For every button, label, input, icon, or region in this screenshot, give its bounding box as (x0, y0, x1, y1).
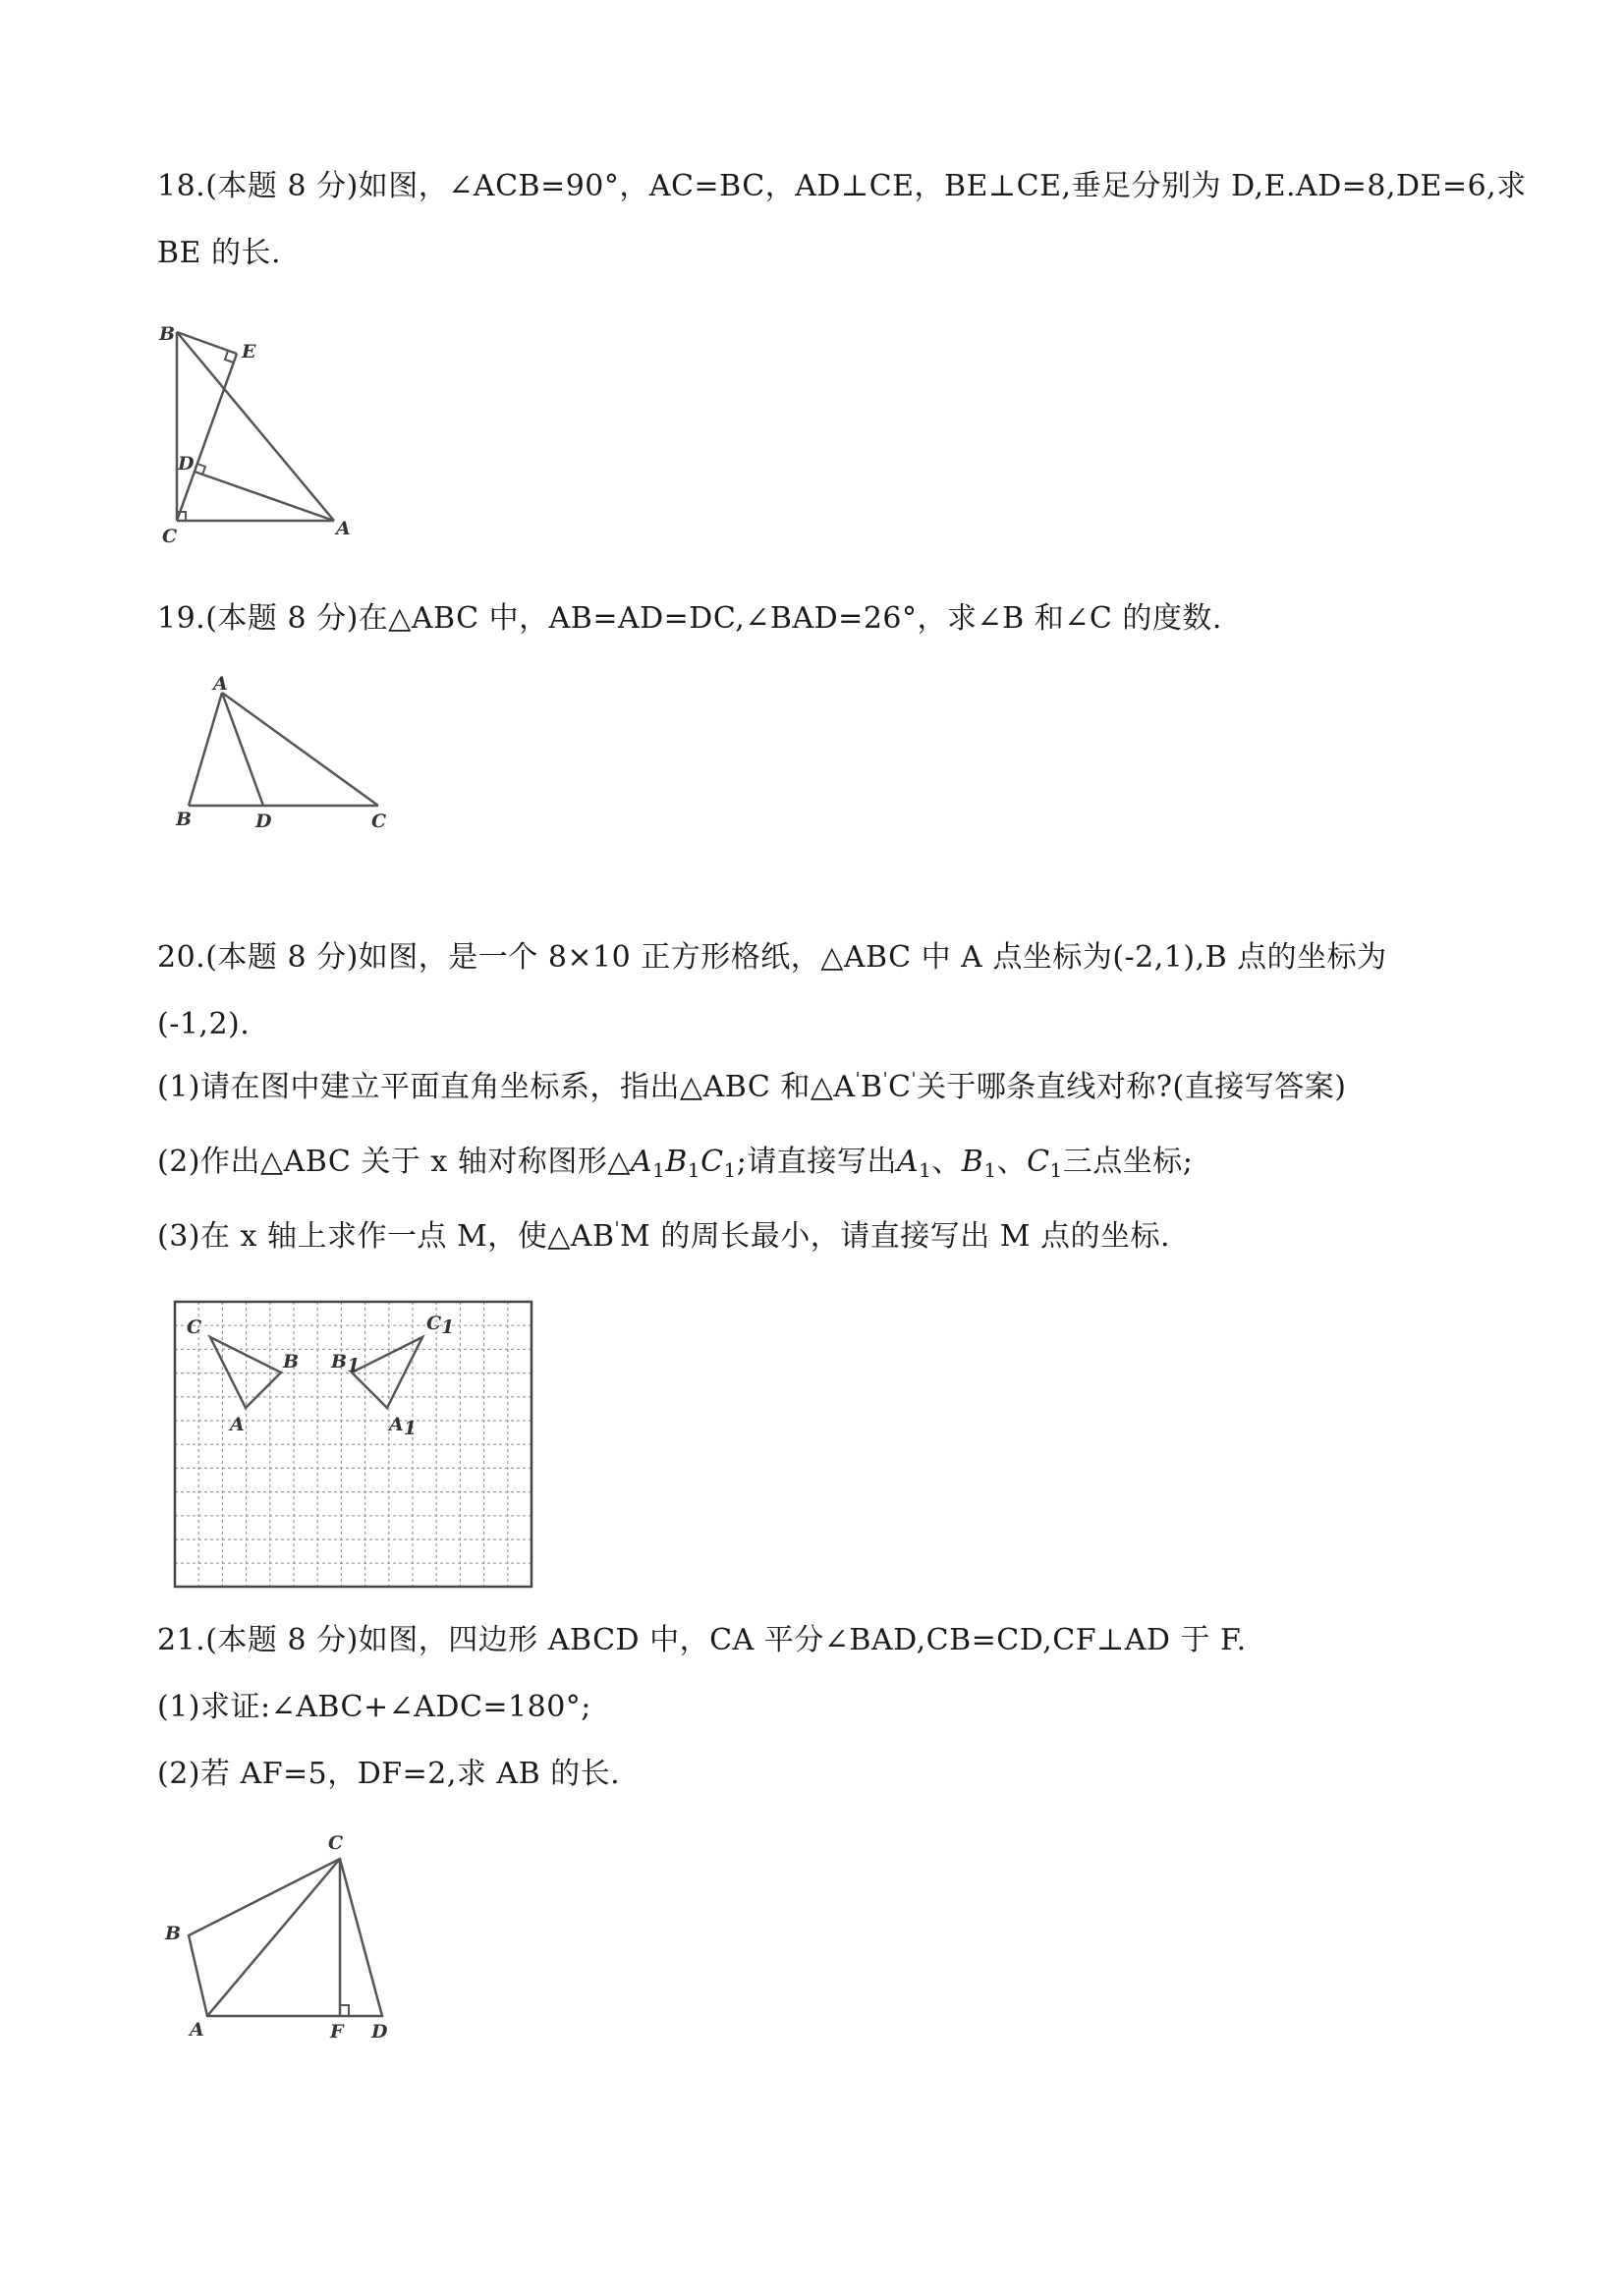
q19-segment-ad (222, 693, 263, 806)
q20-part3-text-b: M 的周长最小，请直接写出 M 点的坐标. (619, 1219, 1171, 1254)
q21-text-line1: 21.(本题 8 分)如图，四边形 ABCD 中，CA 平分∠BAD,CB=CD,CF⊥AD 于 F. (157, 1623, 1247, 1657)
q20-part2-text-c: 、 (931, 1145, 962, 1179)
q20-label-b1-sub: 1 (347, 1355, 361, 1376)
q20-label-c1-sub: 1 (441, 1316, 455, 1338)
q20-part2-c1-sub: 1 (723, 1158, 737, 1182)
q21-label-a: A (190, 2019, 204, 2041)
q20-label-a: A (230, 1414, 245, 1435)
q20-label-b1-letter: B (331, 1351, 348, 1372)
q20-prime-c: ' (911, 1069, 917, 1090)
q20-part2-a1-list-sub: 1 (919, 1158, 932, 1182)
q20-label-b: B (283, 1351, 300, 1372)
q20-part2-c1-list-sub: 1 (1049, 1158, 1063, 1182)
q20-part2 (157, 1143, 1193, 1182)
q18-text-line1: 18.(本题 8 分)如图，∠ACB=90°，AC=BC，AD⊥CE，BE⊥CE,垂足分别为 D,E.AD=8,DE=6,求 (157, 169, 1527, 203)
q20-part2-a1-sub: 1 (652, 1158, 666, 1182)
q20-part1-text-a: (1)请在图中建立平面直角坐标系，指出△ABC 和△A (157, 1070, 856, 1104)
q20-grid-figure (167, 1292, 540, 1596)
q21-label-d: D (371, 2021, 388, 2043)
q21-label-b: B (165, 1923, 182, 1944)
q19-segment-ac (222, 693, 378, 806)
q20-part2-b1-list: B (961, 1145, 984, 1179)
q18-label-b: B (159, 323, 176, 345)
q21-right-angle-f (340, 2005, 349, 2016)
q20-label-c1-letter: C (426, 1313, 442, 1334)
q21-label-f: F (330, 2021, 344, 2043)
q20-text-line2: (-1,2). (157, 1007, 251, 1041)
q19-text-line1: 19.(本题 8 分)在△ABC 中，AB=AD=DC,∠BAD=26°，求∠B 和∠C 的度数. (157, 601, 1222, 636)
q19-label-a: A (213, 673, 228, 695)
q20-label-c1 (426, 1313, 454, 1338)
q20-part3-text-a: (3)在 x 轴上求作一点 M，使△AB (157, 1219, 615, 1254)
q18-segment-ce (177, 354, 237, 521)
q20-part1 (157, 1068, 1346, 1107)
q20-part2-text-d: 、 (996, 1145, 1028, 1179)
q18-label-a: A (336, 518, 351, 539)
q19-figure (167, 668, 403, 835)
q21-figure (157, 1822, 413, 2048)
q20-part3 (157, 1217, 1170, 1257)
q20-part2-a1-list: A (896, 1145, 920, 1179)
q18-label-e: E (242, 341, 256, 363)
q20-label-a1 (387, 1414, 417, 1439)
q21-segment-ca (207, 1859, 340, 2016)
q20-part1-text-d: 关于哪条直线对称?(直接写答案) (916, 1070, 1347, 1104)
q20-part1-text-b: B (861, 1070, 883, 1104)
q21-quadrilateral-abcd (189, 1859, 382, 2016)
q20-part2-text-a: (2)作出△ABC 关于 x 轴对称图形△ (157, 1145, 631, 1179)
q20-part3-prime: ' (614, 1218, 620, 1239)
q20-part2-b1-sub: 1 (687, 1158, 701, 1182)
q21-part2: (2)若 AF=5，DF=2,求 AB 的长. (157, 1757, 621, 1791)
q20-part2-b1-list-sub: 1 (983, 1158, 997, 1182)
q20-part2-a1: A (630, 1145, 653, 1179)
q18-label-d: D (178, 453, 195, 475)
q20-part1-text-c: C (888, 1070, 912, 1104)
q19-label-c: C (371, 811, 387, 832)
q20-label-a1-sub: 1 (403, 1418, 417, 1439)
q20-label-c: C (187, 1316, 202, 1338)
q20-part2-b1: B (665, 1145, 688, 1179)
q18-text-line2: BE 的长. (157, 236, 282, 270)
q20-part2-c1-list: C (1027, 1145, 1050, 1179)
q18-figure (147, 314, 364, 550)
q20-label-a1-letter: A (389, 1414, 404, 1435)
q19-segment-ab (189, 693, 222, 806)
q20-part2-c1: C (700, 1145, 724, 1179)
q20-part2-text-b: ;请直接写出 (736, 1145, 897, 1179)
q20-prime-b: ' (882, 1069, 889, 1090)
q19-label-b: B (176, 809, 193, 830)
q21-part1: (1)求证:∠ABC+∠ADC=180°; (157, 1690, 591, 1724)
q20-prime-a: ' (855, 1069, 862, 1090)
q21-label-c: C (328, 1832, 344, 1854)
q18-label-c: C (162, 526, 178, 547)
q20-grid-lines (175, 1302, 532, 1587)
q20-text-line1: 20.(本题 8 分)如图，是一个 8×10 正方形格纸，△ABC 中 A 点坐标为(-2,1),B 点的坐标为 (157, 940, 1387, 975)
q19-label-d: D (255, 811, 272, 832)
q20-part2-text-e: 三点坐标; (1062, 1145, 1194, 1179)
